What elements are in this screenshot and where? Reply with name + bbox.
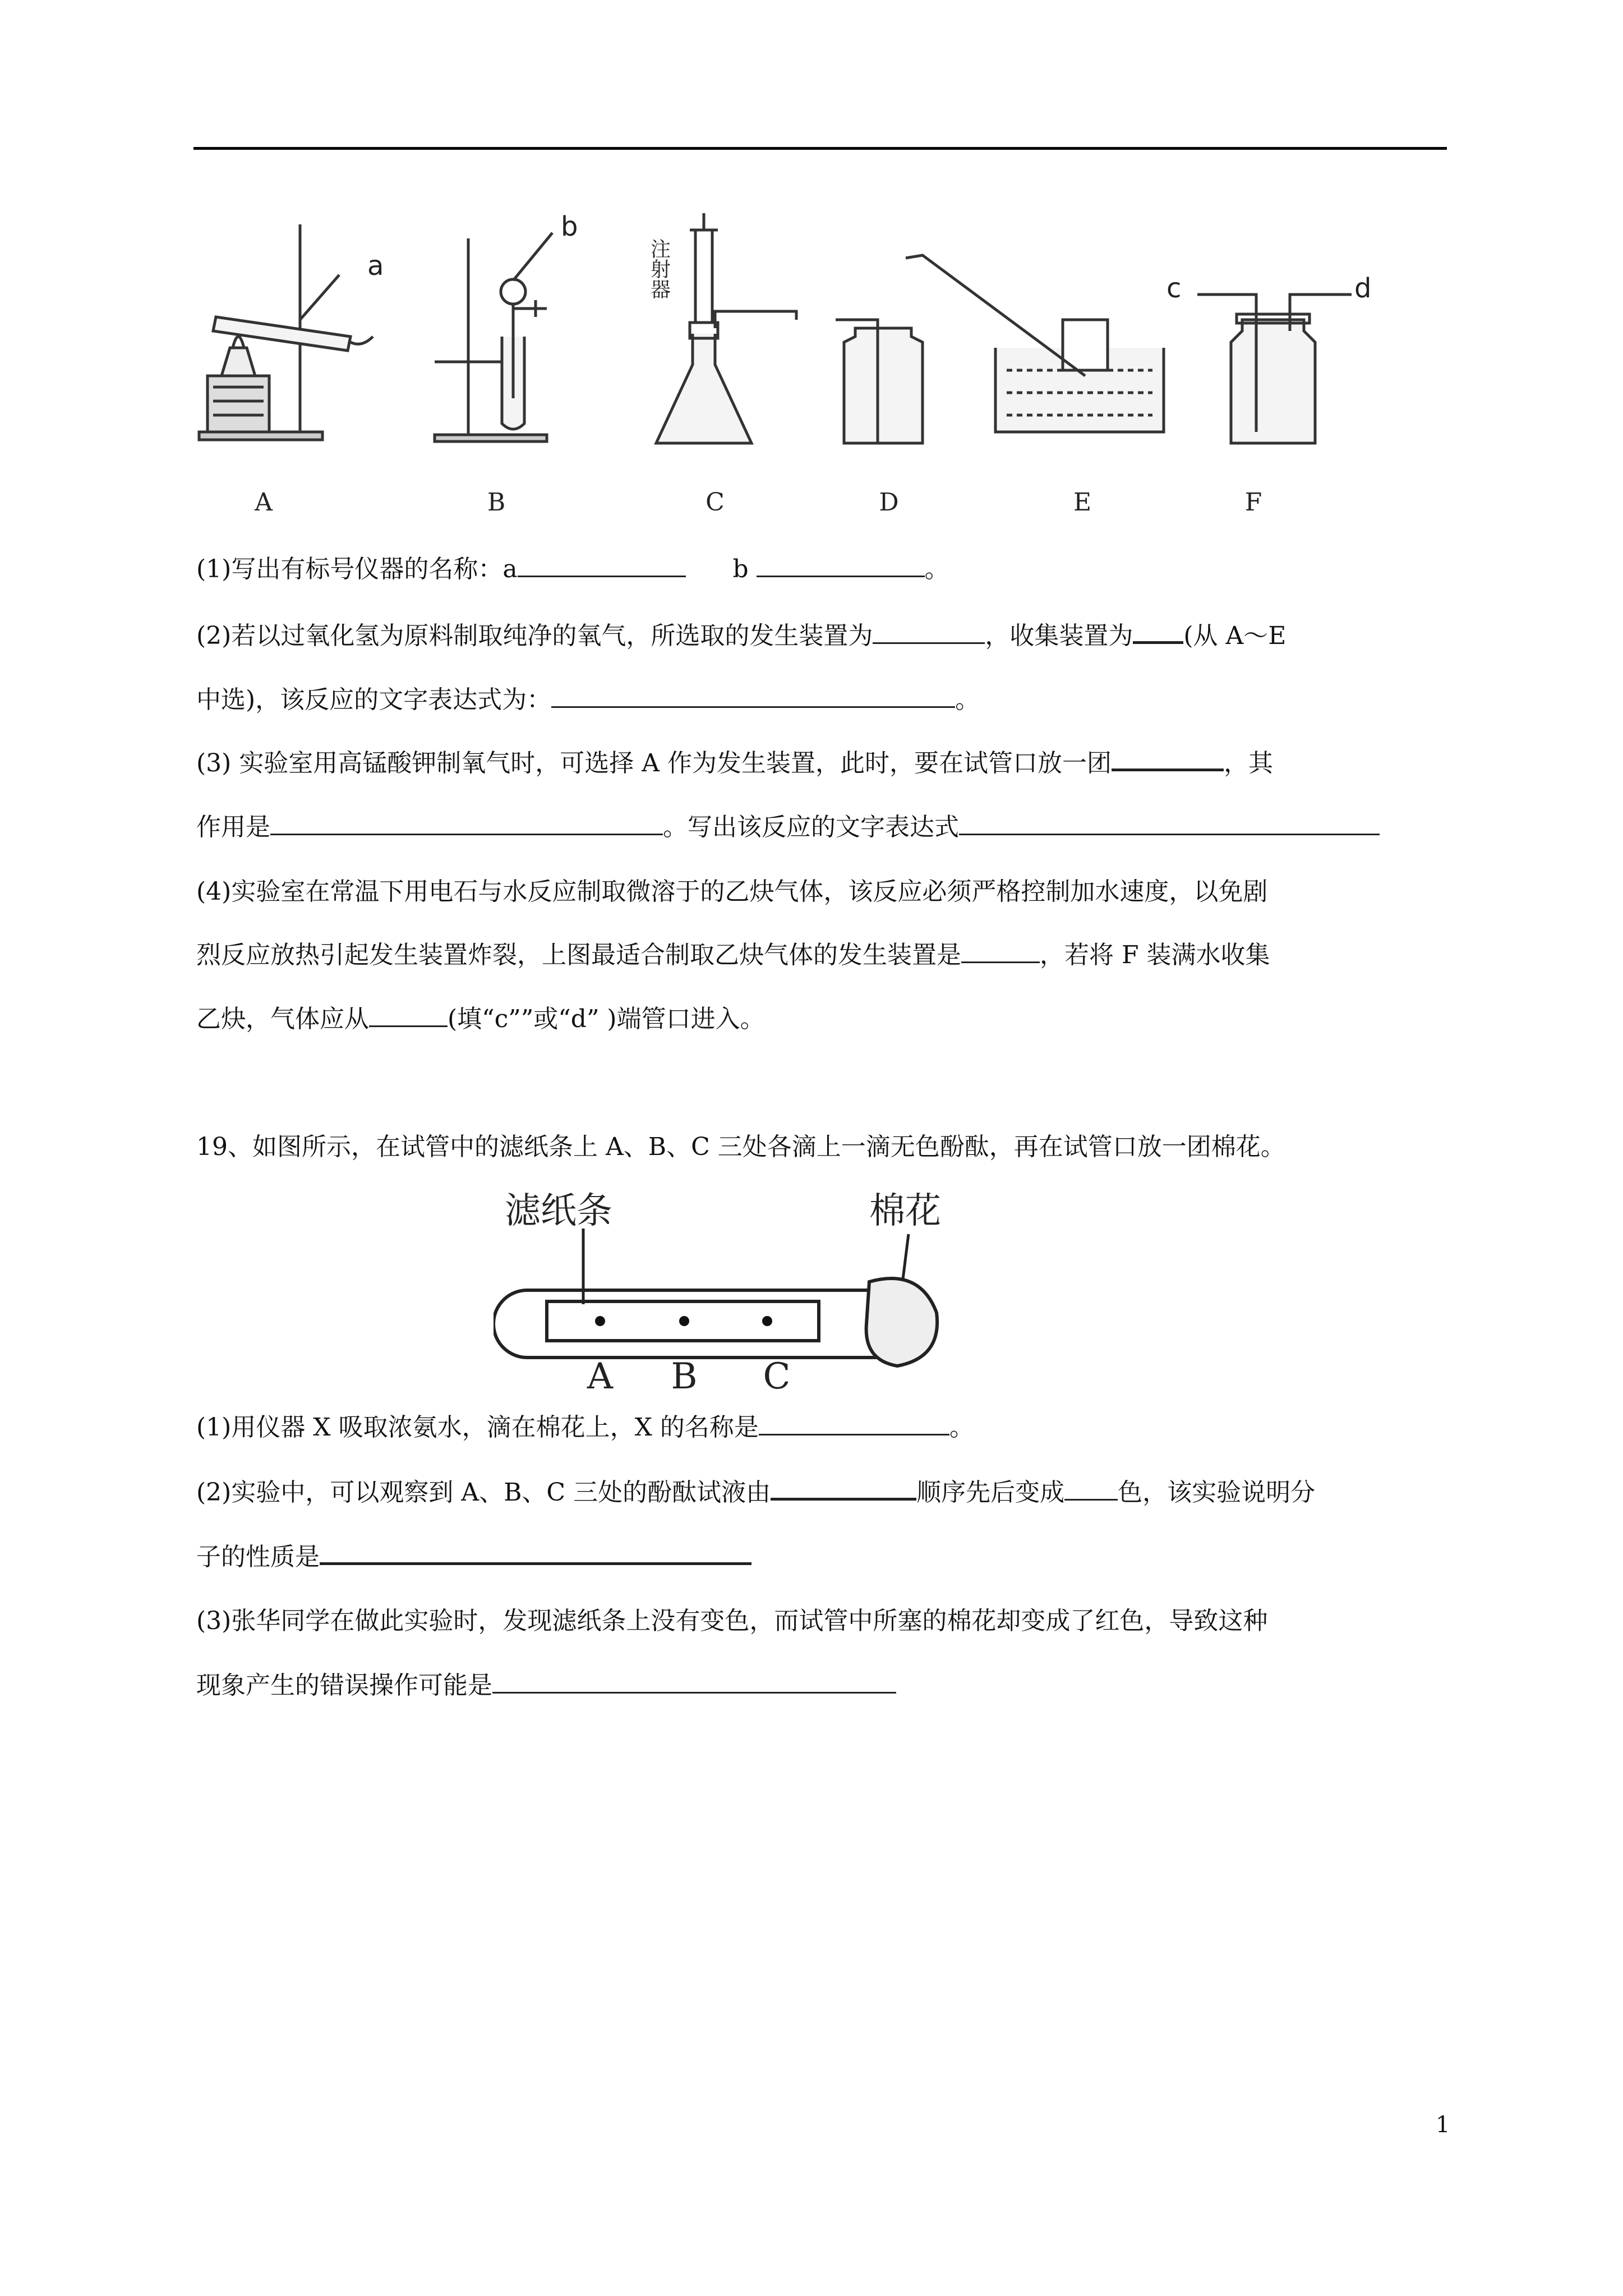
q19-part3-line1: (3)张华同学在做此实验时，发现滤纸条上没有变色，而试管中所塞的棉花却变成了红色，导致这种 [196,1607,1268,1635]
label-d: d [1354,273,1372,304]
q19-part3-line2: 现象产生的错误操作可能是 [196,1669,1447,1703]
q19-part2-line1: (2)实验中，可以观察到 A、B、C 三处的酚酞试液由 顺序先后变成 色，该实验说明分 [196,1475,1447,1510]
apparatus-a-drawing [199,224,373,440]
q19-part1: (1)用仪器 X 吸取浓氨水，滴在棉花上，X 的名称是 。 [196,1411,1447,1444]
answer-blank-color[interactable] [1064,1476,1118,1501]
page-number: 1 [1436,2112,1450,2138]
answer-blank-equation2[interactable] [959,811,1380,835]
label-filter-paper: 滤纸条 [505,1190,612,1232]
q18-part3-line2: 作用是 。写出该反应的文字表达式 [196,811,1447,844]
caption-b: B [487,488,506,517]
q18-part4-line2: 烈反应放热引起发生装置炸裂，上图最适合制取乙炔气体的发生装置是 ，若将 F 装满水收集 [196,938,1447,972]
q18-part4-line3: 乙炔，气体应从 (填“c””或“d” )端管口进入。 [196,1002,1447,1036]
answer-blank-wrong-operation[interactable] [492,1669,896,1694]
caption-d: D [879,488,899,517]
apparatus-e-drawing [906,255,1164,432]
q18-part2-line1: (2)若以过氧化氢为原料制取纯净的氧气，所选取的发生装置为 ，收集装置为 (从 A～E [196,619,1447,653]
caption-e: E [1073,488,1092,517]
label-cotton: 棉花 [869,1190,941,1232]
q18-part3-line1: (3) 实验室用高锰酸钾制氧气时，可选择 A 作为发生装置，此时，要在试管口放一团 ，其 [196,746,1447,780]
answer-blank-molecule-property[interactable] [320,1540,751,1565]
q18-part1: (1)写出有标号仪器的名称：a b 。 [196,553,1447,586]
caption-a: A [255,488,273,517]
answer-blank-b[interactable] [757,553,925,577]
q19-part2-line2: 子的性质是 [196,1540,1447,1574]
label-point-c: C [763,1356,791,1397]
answer-blank-port[interactable] [369,1003,448,1027]
caption-f: F [1244,488,1262,517]
answer-blank-equation1[interactable] [551,684,955,708]
label-point-b: B [671,1356,698,1397]
label-c: c [1166,273,1182,304]
answer-blank-order[interactable] [771,1475,916,1501]
syringe-label: 注射器 [647,238,671,299]
caption-c: C [706,488,725,517]
label-point-a: A [587,1356,614,1397]
answer-blank-generator[interactable] [873,620,985,644]
answer-blank-cotton[interactable] [1112,746,1224,771]
q19-intro: 19、如图所示，在试管中的滤纸条上 A、B、C 三处各滴上一滴无色酚酞，再在试管口放一团棉花。 [196,1133,1285,1161]
q18-part2-line2: 中选)，该反应的文字表达式为： 。 [196,683,1447,717]
answer-blank-collector[interactable] [1133,619,1183,644]
point-b-dot [679,1316,689,1326]
label-b: b [561,211,578,242]
answer-blank-instrument-x[interactable] [759,1411,949,1435]
answer-blank-purpose[interactable] [270,811,663,835]
apparatus-f-drawing [1197,295,1352,443]
apparatus-figure [188,208,1433,527]
apparatus-c-drawing [656,213,796,443]
point-c-dot [762,1316,772,1326]
label-a: a [367,250,384,282]
apparatus-d-drawing [836,320,923,443]
test-tube-figure [494,1189,976,1397]
header-rule [193,147,1447,150]
apparatus-b-drawing [435,233,552,441]
answer-blank-a[interactable] [518,553,686,577]
point-a-dot [595,1316,605,1326]
answer-blank-acetylene-generator[interactable] [961,939,1040,963]
q18-part4-line1: (4)实验室在常温下用电石与水反应制取微溶于的乙炔气体，该反应必须严格控制加水速度，以免剧 [196,877,1268,906]
